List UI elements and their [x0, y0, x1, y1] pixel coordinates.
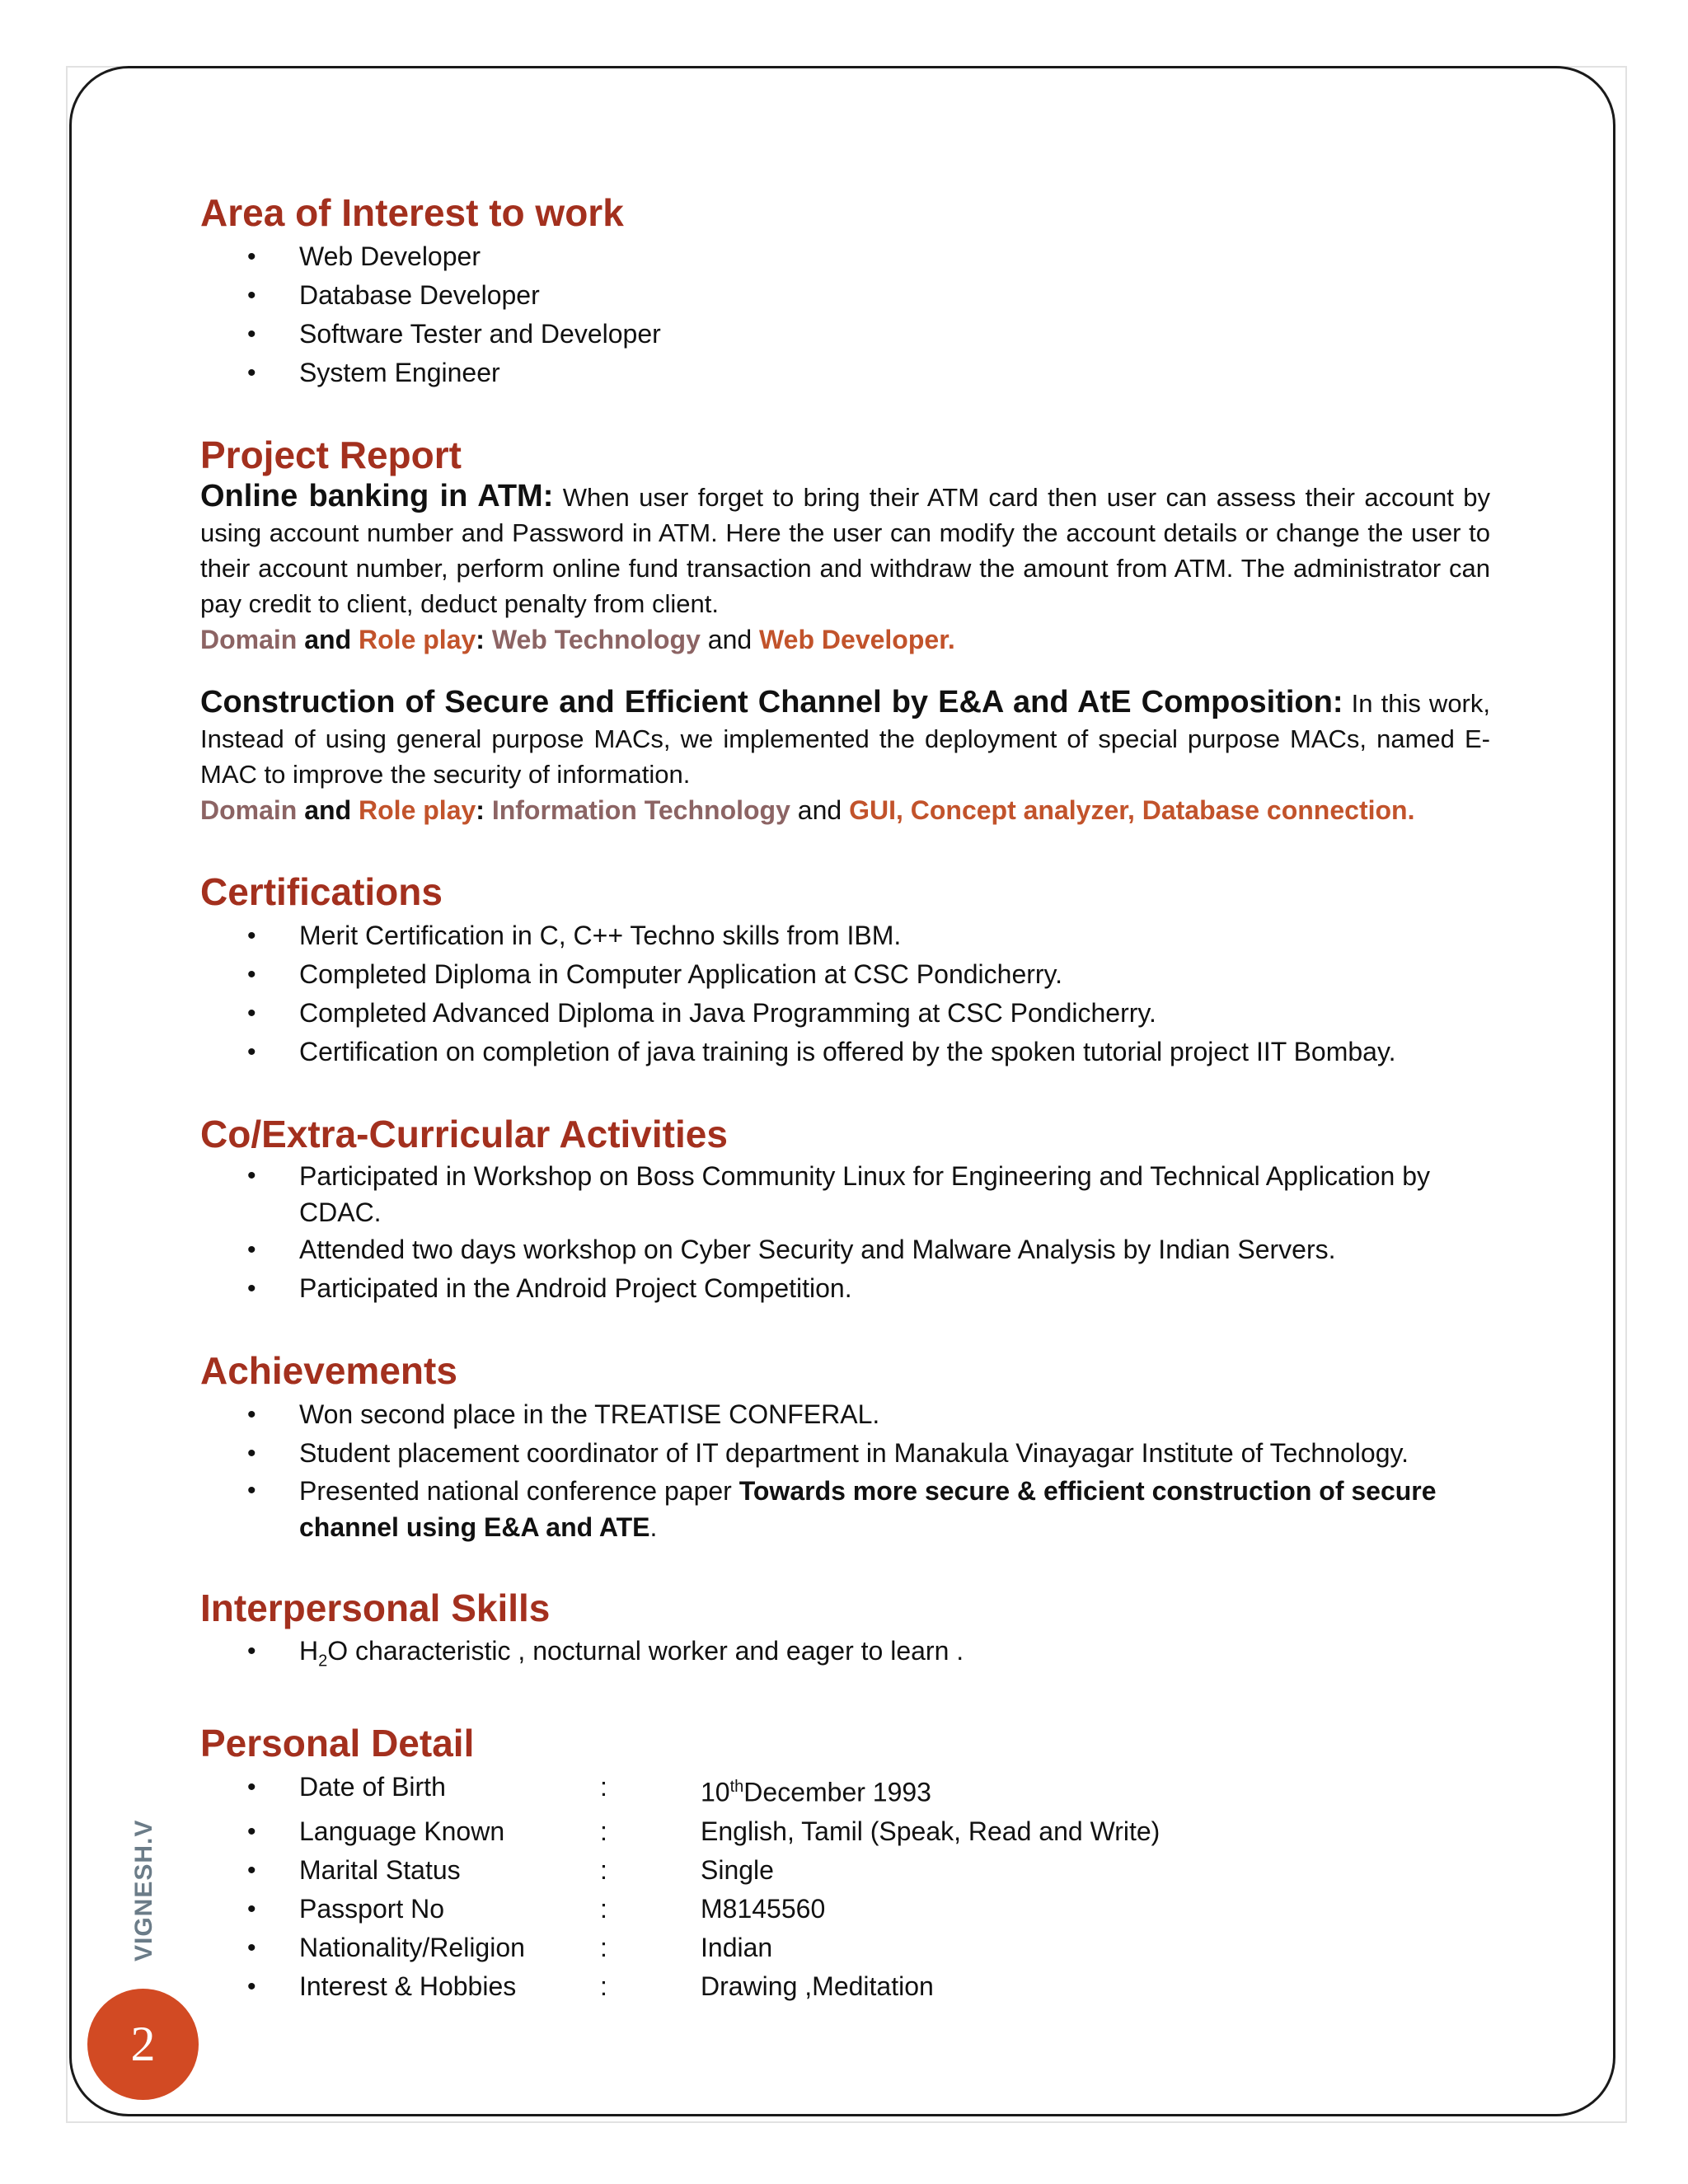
- project-description: In this work, Instead of using general purpose MACs, we implemented the deployment of special purpose MACs, named E-MAC to improve the security of information.: [200, 689, 1490, 789]
- project-domain-line: [200, 792, 1490, 829]
- domain-value: Web Technology: [491, 625, 701, 654]
- list-item: • Software Tester and Developer: [200, 315, 1490, 354]
- personal-row: [200, 1929, 1490, 1967]
- list-item: • Certification on completion of java training is offered by the spoken tutorial project IIT Bombay.: [200, 1033, 1490, 1071]
- list-item: • System Engineer: [200, 354, 1490, 392]
- list-item: [200, 1632, 1490, 1680]
- list-item: • Web Developer: [200, 237, 1490, 276]
- row-value: Drawing ,Meditation: [701, 1971, 934, 2001]
- row-label: • Interest & Hobbies: [299, 1971, 517, 2001]
- row-label: • Date of Birth: [299, 1771, 446, 1802]
- project-secure-channel: [200, 685, 1490, 792]
- domain-label: Domain: [200, 795, 298, 825]
- and-text: and: [790, 795, 850, 825]
- h2o-sub: 2: [318, 1652, 328, 1671]
- section-heading-project: Project Report: [200, 433, 462, 476]
- role-value: Web Developer.: [759, 625, 955, 654]
- row-colon: :: [600, 1971, 607, 2001]
- list-item: • Completed Advanced Diploma in Java Programming at CSC Pondicherry.: [200, 994, 1490, 1033]
- row-label: • Nationality/Religion: [299, 1932, 525, 1962]
- row-value: English, Tamil (Speak, Read and Write): [701, 1816, 1160, 1846]
- side-author-name: VIGNESH.V: [130, 1819, 157, 1961]
- domain-value: Information Technology: [491, 795, 790, 825]
- colon-text: :: [476, 795, 492, 825]
- h2o-rest: O characteristic , nocturnal worker and eager to learn .: [327, 1636, 964, 1666]
- dob-suffix: th: [729, 1777, 744, 1796]
- list-item: • Won second place in the TREATISE CONFERAL.: [200, 1395, 1490, 1434]
- row-colon: :: [600, 1854, 607, 1885]
- row-label: • Language Known: [299, 1816, 505, 1846]
- project-title: Online banking in ATM:: [200, 479, 554, 513]
- role-value: GUI, Concept analyzer, Database connection.: [849, 795, 1415, 825]
- activities-list: [200, 1158, 1490, 1308]
- list-item: • Attended two days workshop on Cyber Security and Malware Analysis by Indian Servers.: [200, 1230, 1490, 1269]
- personal-list: [200, 1768, 1490, 2006]
- dob-rest: December 1993: [743, 1777, 931, 1807]
- personal-row-dob: [200, 1768, 1490, 1812]
- list-item: • Merit Certification in C, C++ Techno skills from IBM.: [200, 916, 1490, 955]
- interpersonal-list: [200, 1632, 1490, 1680]
- row-value: [701, 1768, 931, 1812]
- row-value: Single: [701, 1854, 774, 1885]
- row-value: Indian: [701, 1932, 773, 1962]
- paper-title: Towards more secure & efficient construction of secure channel using E&A and ATE: [299, 1475, 1437, 1542]
- section-heading-activities: Co/Extra-Curricular Activities: [200, 1112, 728, 1155]
- list-item: • Student placement coordinator of IT department in Manakula Vinayagar Institute of Technology.: [200, 1434, 1490, 1473]
- role-label: Role play: [359, 625, 476, 654]
- project-domain-line: [200, 621, 1490, 658]
- section-heading-interpersonal: Interpersonal Skills: [200, 1586, 551, 1629]
- row-label: • Marital Status: [299, 1854, 461, 1885]
- dob-day: 10: [701, 1777, 730, 1807]
- row-value: M8145560: [701, 1893, 826, 1924]
- certifications-list: [200, 916, 1490, 1071]
- personal-row: [200, 1967, 1490, 2006]
- row-label: • Passport No: [299, 1893, 445, 1924]
- row-colon: :: [600, 1816, 607, 1846]
- row-colon: :: [600, 1932, 607, 1962]
- list-item: • Database Developer: [200, 276, 1490, 315]
- resume-content: [200, 190, 1490, 2006]
- paper-suffix: .: [649, 1511, 658, 1542]
- interest-list: [200, 237, 1490, 392]
- paper-prefix: Presented national conference paper: [299, 1475, 739, 1506]
- and-text: and: [700, 625, 760, 654]
- list-item: • Participated in the Android Project Competition.: [200, 1269, 1490, 1308]
- project-description: When user forget to bring their ATM card then user can assess their account by using account number and Password in ATM. Here the user can modify the account details or change the user to their account number, perform online fund transaction and withdraw the amount from ATM. The administrator can pay credit to client, deduct penalty from client.: [200, 483, 1491, 618]
- list-item: [200, 1473, 1490, 1545]
- row-colon: :: [600, 1771, 607, 1802]
- section-heading-interest: Area of Interest to work: [200, 191, 624, 234]
- personal-row: [200, 1812, 1490, 1851]
- and-text: and: [297, 625, 359, 654]
- colon-text: :: [476, 625, 492, 654]
- achievements-list: [200, 1395, 1490, 1545]
- personal-row: [200, 1851, 1490, 1890]
- page-number-badge: 2: [87, 1989, 199, 2100]
- project-online-banking: [200, 479, 1490, 621]
- section-heading-certifications: Certifications: [200, 870, 443, 913]
- list-item: • Completed Diploma in Computer Application at CSC Pondicherry.: [200, 955, 1490, 994]
- project-title: Construction of Secure and Efficient Channel by E&A and AtE Composition:: [200, 685, 1343, 719]
- h2o-h: H: [299, 1636, 319, 1666]
- domain-label: Domain: [200, 625, 298, 654]
- section-heading-personal: Personal Detail: [200, 1722, 475, 1765]
- and-text: and: [297, 795, 359, 825]
- section-heading-achievements: Achievements: [200, 1349, 457, 1392]
- role-label: Role play: [359, 795, 476, 825]
- row-colon: :: [600, 1893, 607, 1924]
- list-item: • Participated in Workshop on Boss Community Linux for Engineering and Technical Application by CDAC.: [200, 1158, 1490, 1230]
- personal-row: [200, 1890, 1490, 1929]
